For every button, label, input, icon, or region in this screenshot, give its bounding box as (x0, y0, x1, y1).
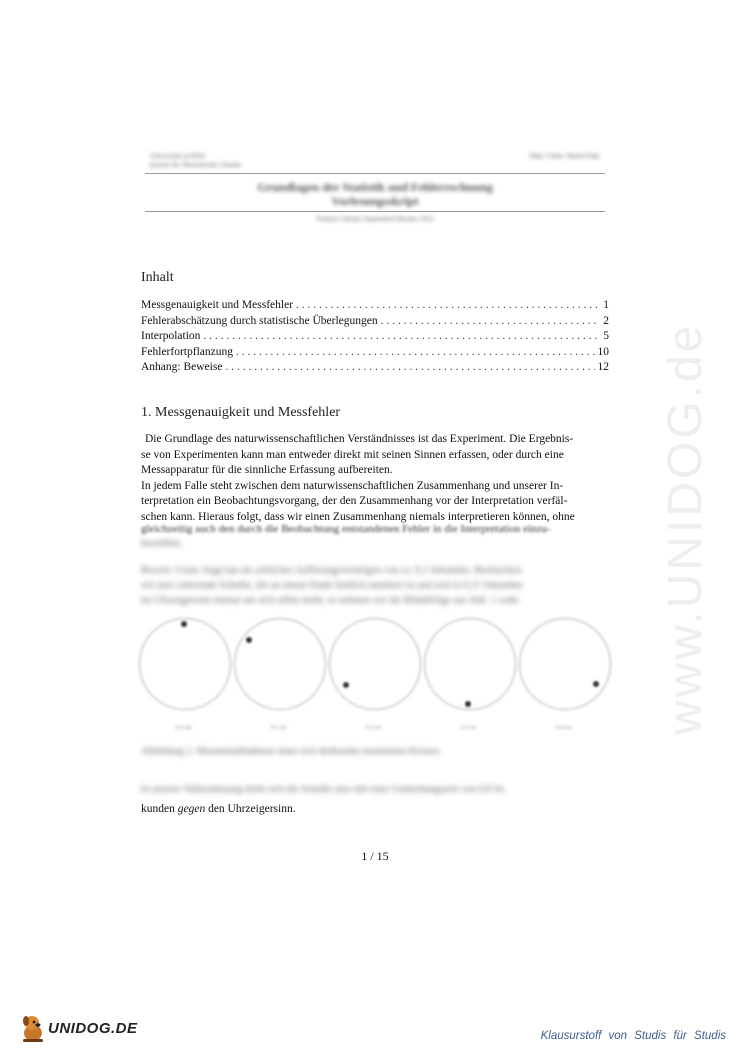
toc-item[interactable] (141, 298, 609, 314)
paragraph-line: wir eine rotierende Scheibe, die an einem Punkt farblich markiert ist und sich in 0,11 Sekunden (141, 580, 523, 591)
watermark: www.UNIDOG.de (659, 322, 712, 735)
header-institution-line: Universität zu Köln (150, 152, 206, 160)
disc-snapshot (422, 615, 516, 733)
header-institution (150, 152, 350, 170)
section-heading: 1. Messgenauigkeit und Messfehler (141, 405, 341, 420)
toc-item[interactable] (141, 329, 609, 345)
disc-time-label: 0,3 sec (460, 725, 478, 731)
document-title-line: Vorlesungsskript (331, 194, 419, 208)
toc-leader-dots (236, 345, 595, 361)
page-number: 1 / 15 (361, 849, 389, 863)
toc-leader-dots (296, 298, 598, 314)
toc-item-label: Fehlerabschätzung durch statistische Überlegungen (141, 314, 378, 327)
paragraph-line: Beweis: Unser Auge hat ein zeitliches Auflösungsvermögen von ca. 0,1 Sekunden. Beobachten (141, 565, 522, 576)
disc-time-label: 0,4 sec (555, 725, 573, 731)
disc-time-label: 0,0 sec (175, 725, 193, 731)
paragraph-line: im Uhrzeigersinn einmal um sich selbst dreht, so nehmen wir die Bildabfolge aus Abb. 1 wahr. (141, 595, 521, 606)
table-of-contents (141, 298, 609, 376)
document-title-line: Grundlagen der Statistik und Fehlerrechnung (257, 180, 493, 194)
disc-marker (343, 682, 349, 688)
header-divider-bottom (145, 211, 605, 212)
section-paragraph-faded (141, 522, 609, 550)
toc-item-page: 5 (603, 330, 609, 342)
toc-item[interactable] (141, 345, 609, 361)
paragraph-line: beziehen. (141, 537, 183, 549)
disc-marker (246, 637, 252, 643)
disc-time-label: 0,1 sec (270, 725, 288, 731)
logo-text: UNIDOG.DE (48, 1019, 138, 1037)
toc-leader-dots (203, 329, 598, 345)
footer-tagline: Klausurstoff von Studis für Studis (540, 1030, 726, 1042)
disc-marker (181, 621, 187, 627)
paragraph-line: se von Experimenten kann man entweder direkt mit seinen Sinnen erfassen, oder durch eine (141, 448, 564, 461)
header-institution-line: Institut für Theoretische Chemie (150, 161, 242, 169)
toc-item-label: Fehlerfortpflanzung (141, 345, 233, 358)
paragraph-line: gleichzeitig auch den durch die Beobachtung entstandenen Fehler in die Interpretation einzu- (141, 523, 551, 535)
proof-paragraph (141, 563, 609, 608)
toc-leader-dots (381, 314, 598, 330)
section-paragraph (141, 432, 609, 525)
paragraph-line: In unserer Wahrnehmung dreht sich die Scheibe also mit einer Umdrehungszeit von 0,8 Se- (141, 784, 507, 795)
paragraph-line: schen kann. Hieraus folgt, dass wir einen Zusammenhang niemals interpretieren können, ohne (141, 510, 575, 523)
document-subtitle: Vorkurs Chemie September/Oktober 2012 (316, 215, 434, 223)
disc-snapshot (517, 615, 611, 733)
text-run: kunden (141, 803, 178, 815)
paragraph-line: terpretation ein Beobachtungsvorgang, der den Zusammenhang vor der Interpretation verfäl- (141, 495, 568, 507)
toc-item-label: Anhang: Beweise (141, 361, 223, 373)
header-divider-top (145, 173, 605, 174)
disc-circle (519, 618, 611, 710)
dog-icon (20, 1013, 46, 1043)
figure-caption: Abbildung 1: Momentaufnahmen eines sich drehenden markierten Kreises. (141, 746, 442, 757)
document-title (145, 180, 605, 208)
toc-item-page: 1 (603, 299, 609, 311)
disc-time-label: 0,2 sec (365, 725, 383, 731)
toc-item-label: Interpolation (141, 330, 201, 342)
paragraph-line (141, 803, 609, 815)
figure-rotating-disc (137, 615, 612, 733)
paragraph-line: Messapparatur für die sinnliche Erfassung aufbereiten. (141, 464, 393, 476)
disc-snapshot (327, 615, 421, 733)
disc-snapshot (232, 615, 326, 733)
toc-item-page: 12 (597, 361, 609, 373)
toc-item-page: 2 (603, 314, 609, 327)
unidog-logo[interactable] (20, 1012, 160, 1044)
disc-circle (424, 618, 516, 710)
disc-marker (465, 701, 471, 707)
toc-leader-dots (225, 360, 594, 376)
disc-circle (329, 618, 421, 710)
header-author: Dipl.-Chem. Daniel Papr (530, 152, 600, 160)
toc-heading: Inhalt (141, 270, 174, 285)
text-run: den Uhrzeigersinn. (205, 803, 296, 815)
toc-item[interactable] (141, 314, 609, 330)
toc-item-page: 10 (597, 345, 609, 358)
disc-marker (593, 681, 599, 687)
paragraph-line: Die Grundlage des naturwissenschaftlichen Verständnisses ist das Experiment. Die Ergebnis- (145, 433, 574, 445)
emphasis-text: gegen (177, 803, 206, 815)
toc-item-label: Messgenauigkeit und Messfehler (141, 299, 294, 311)
toc-item[interactable] (141, 360, 609, 376)
disc-circle (139, 618, 231, 710)
disc-circle (234, 618, 326, 710)
paragraph-line: In jedem Falle steht zwischen dem naturwissenschaftlichen Zusammenhang und unserer In- (141, 479, 564, 492)
disc-snapshot (137, 615, 231, 733)
